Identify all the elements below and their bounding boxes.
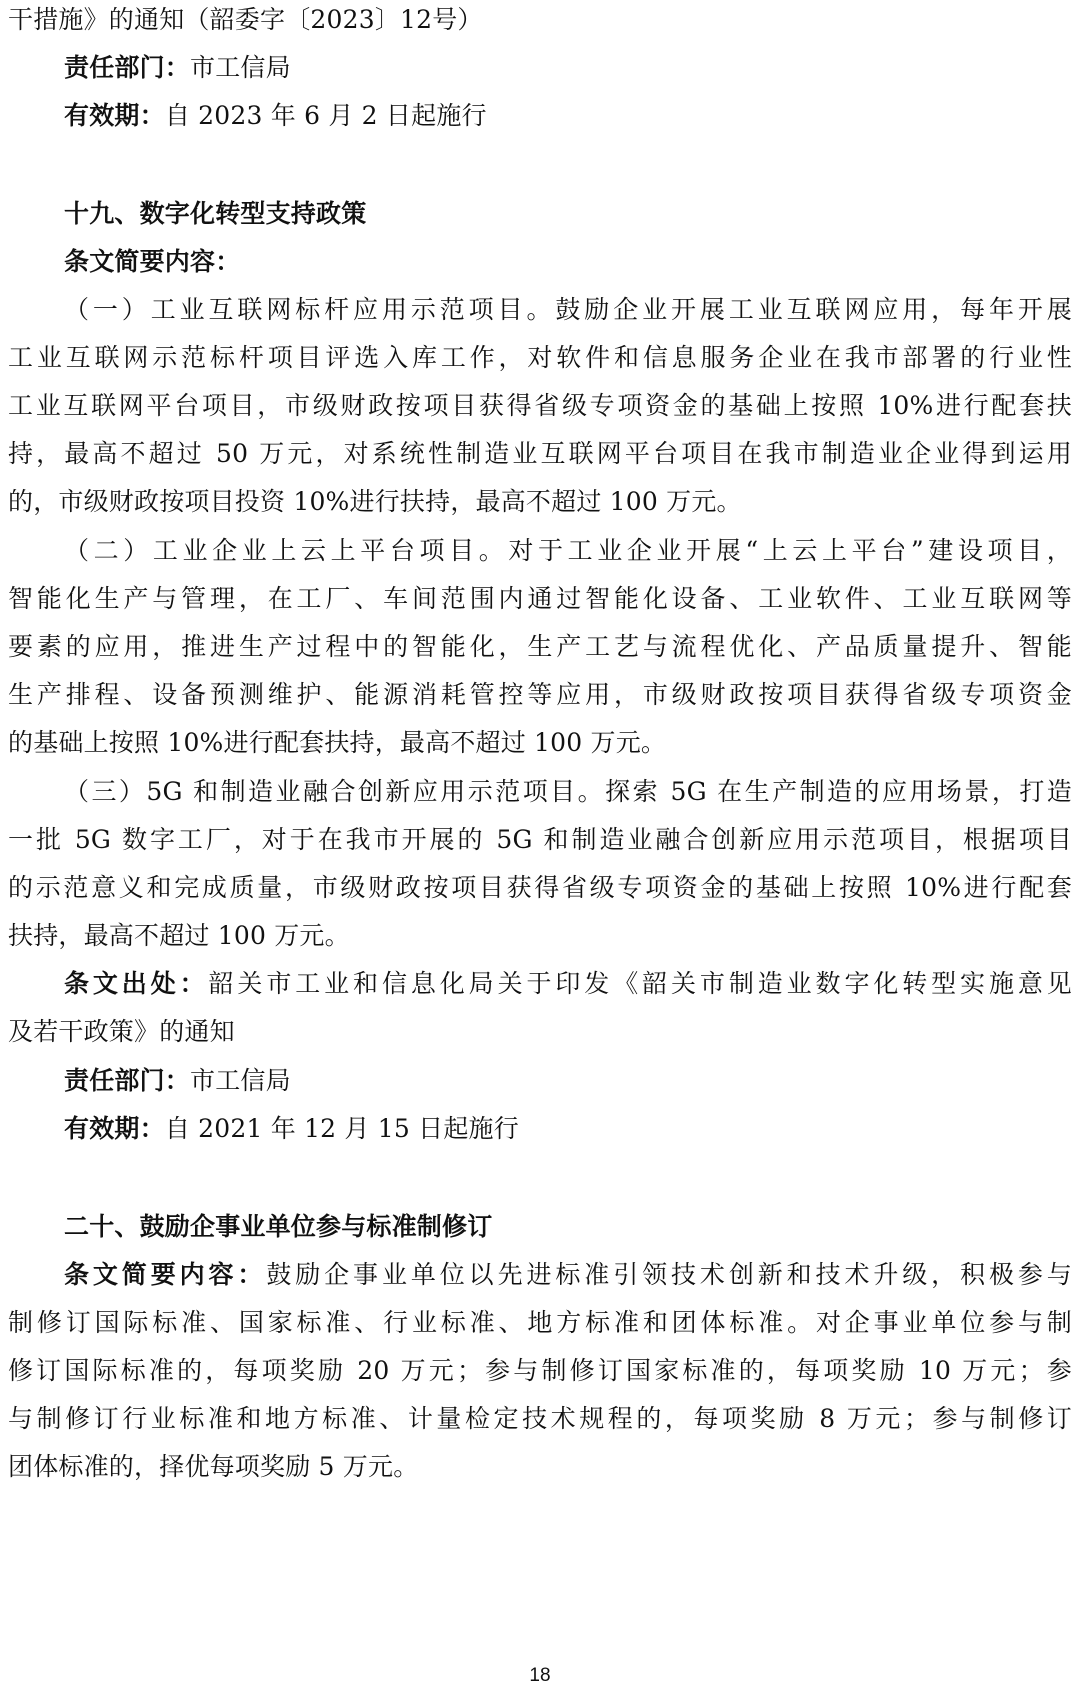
body-line: 持，最高不超过 50 万元，对系统性制造业互联网平台项目在我市制造业企业得到运用 <box>8 439 1072 468</box>
validity-value: 自 2021 年 12 月 15 日起施行 <box>164 1114 519 1143</box>
validity-label: 有效期： <box>64 1114 165 1143</box>
body-line: 智能化生产与管理，在工厂、车间范围内通过智能化设备、工业软件、工业互联网等 <box>8 584 1072 613</box>
body-line: 的基础上按照 10%进行配套扶持，最高不超过 100 万元。 <box>8 728 667 757</box>
responsible-dept-line <box>64 48 1072 88</box>
body-line: 与制修订行业标准和地方标准、计量检定技术规程的，每项奖励 8 万元；参与制修订 <box>8 1404 1072 1433</box>
body-line: （三）5G 和制造业融合创新应用示范项目。探索 5G 在生产制造的应用场景，打造 <box>64 777 1072 806</box>
section-19-brief-label: 条文简要内容： <box>64 247 241 276</box>
validity-value: 自 2023 年 6 月 2 日起施行 <box>164 101 487 130</box>
source-line-continued: 及若干政策》的通知 <box>8 1017 235 1046</box>
body-line: （一）工业互联网标杆应用示范项目。鼓励企业开展工业互联网应用，每年开展 <box>64 295 1072 324</box>
source-text: 韶关市工业和信息化局关于印发《韶关市制造业数字化转型实施意见 <box>208 969 1072 998</box>
body-line: （二）工业企业上云上平台项目。对于工业企业开展“上云上平台”建设项目， <box>64 536 1072 565</box>
section-19-heading: 十九、数字化转型支持政策 <box>64 199 367 228</box>
body-line: 生产排程、设备预测维护、能源消耗管控等应用，市级财政按项目获得省级专项资金 <box>8 680 1072 709</box>
continued-title-line: 干措施》的通知（韶委字〔2023〕12号） <box>8 5 483 34</box>
validity-line <box>64 96 1072 136</box>
body-line: 修订国际标准的，每项奖励 20 万元；参与制修订国家标准的，每项奖励 10 万元；参 <box>8 1356 1072 1385</box>
body-line: 的示范意义和完成质量，市级财政按项目获得省级专项资金的基础上按照 10%进行配套 <box>8 873 1072 902</box>
body-line: 工业互联网示范标杆项目评选入库工作，对软件和信息服务企业在我市部署的行业性 <box>8 343 1072 372</box>
section-20-brief-label: 条文简要内容： <box>64 1260 267 1289</box>
responsible-dept-line <box>64 1061 1072 1101</box>
source-line <box>64 964 1072 1004</box>
body-text: 鼓励企事业单位以先进标准引领技术创新和技术升级，积极参与 <box>266 1260 1072 1289</box>
dept-value: 市工信局 <box>190 53 291 82</box>
section-20-brief-line <box>64 1255 1072 1295</box>
dept-label: 责任部门： <box>64 1066 191 1095</box>
validity-label: 有效期： <box>64 101 165 130</box>
body-line: 要素的应用，推进生产过程中的智能化，生产工艺与流程优化、产品质量提升、智能 <box>8 632 1072 661</box>
body-line: 扶持，最高不超过 100 万元。 <box>8 921 350 950</box>
dept-value: 市工信局 <box>190 1066 291 1095</box>
dept-label: 责任部门： <box>64 53 191 82</box>
body-line: 一批 5G 数字工厂，对于在我市开展的 5G 和制造业融合创新应用示范项目，根据项目 <box>8 825 1072 854</box>
body-line: 团体标准的，择优每项奖励 5 万元。 <box>8 1452 419 1481</box>
validity-line <box>64 1109 1072 1149</box>
body-line: 的，市级财政按项目投资 10%进行扶持，最高不超过 100 万元。 <box>8 487 742 516</box>
section-20-heading: 二十、鼓励企事业单位参与标准制修订 <box>64 1212 493 1241</box>
body-line: 制修订国际标准、国家标准、行业标准、地方标准和团体标准。对企事业单位参与制 <box>8 1308 1072 1337</box>
body-line: 工业互联网平台项目，市级财政按项目获得省级专项资金的基础上按照 10%进行配套扶 <box>8 391 1072 420</box>
source-label: 条文出处： <box>64 969 209 998</box>
page-number: 18 <box>529 1665 551 1686</box>
